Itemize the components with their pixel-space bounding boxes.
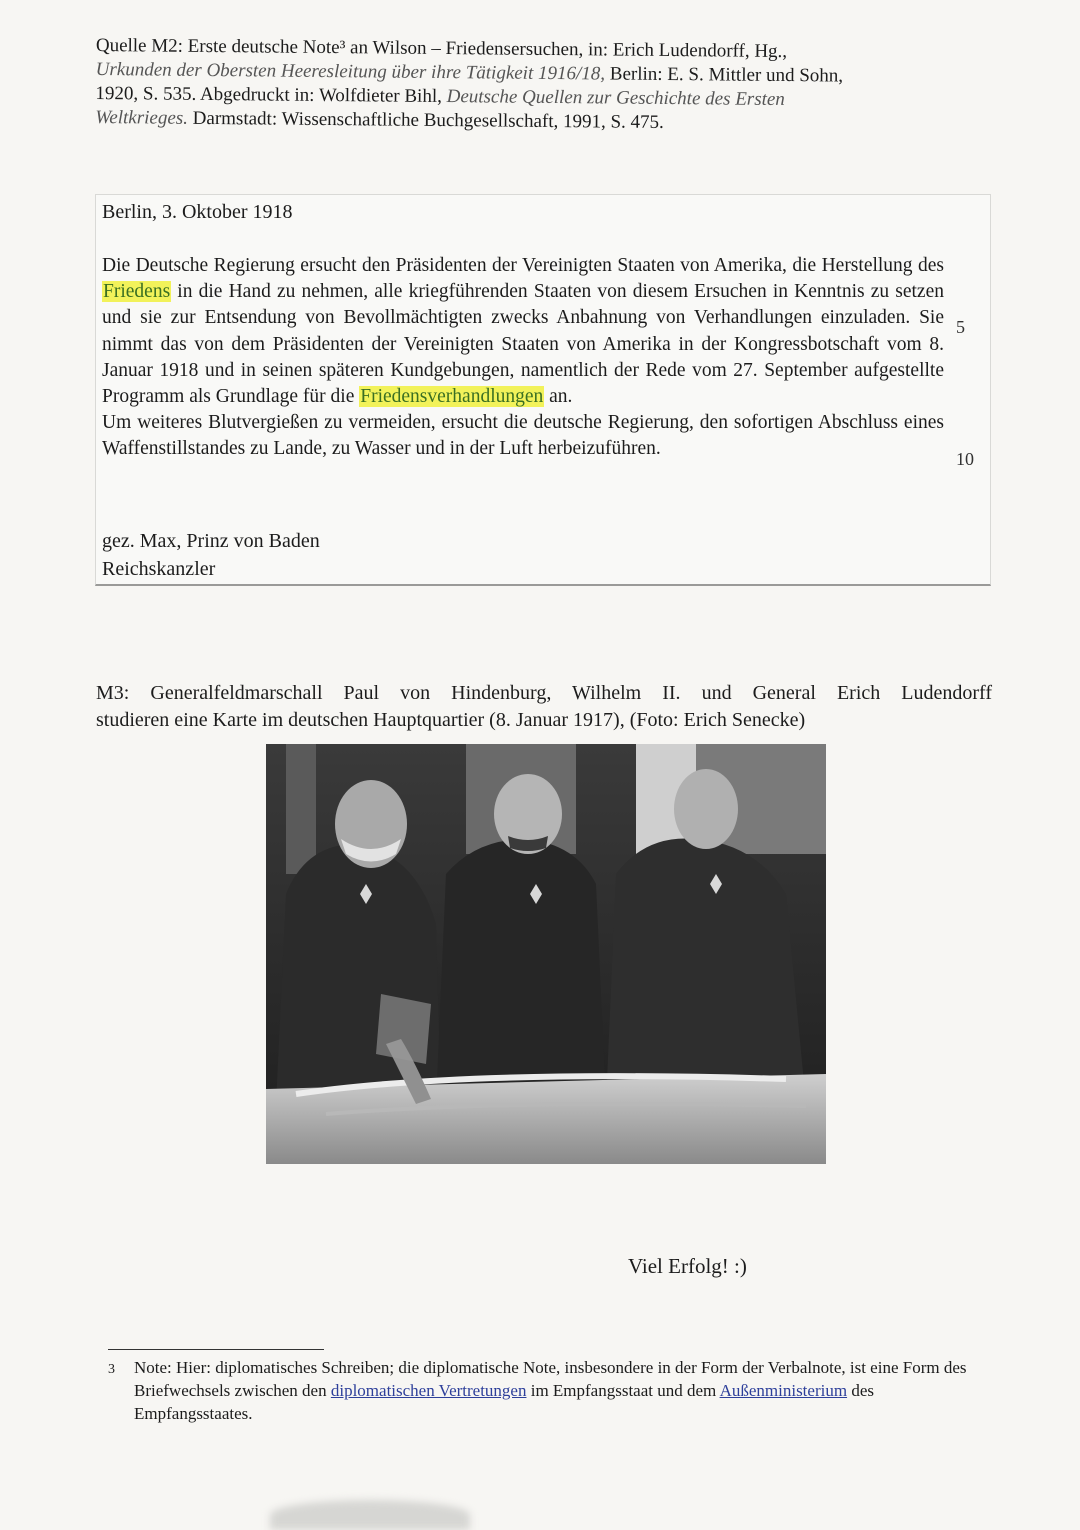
citation-publisher: Berlin: E. S. Mittler und Sohn, bbox=[604, 63, 844, 87]
footnote-text bbox=[134, 1356, 988, 1425]
letter-text: Die Deutsche Regierung ersucht den Präsidenten der Vereinigten Staaten von Amerika, die Herstellung des bbox=[102, 255, 944, 276]
footnote-text-part: im Empfangsstaat und dem bbox=[526, 1381, 720, 1400]
footnote-number: 3 bbox=[108, 1362, 115, 1377]
highlight-friedensverhandlungen: Friedensverhandlungen bbox=[360, 386, 544, 408]
footnote-separator bbox=[108, 1349, 324, 1350]
highlight-friedens: Friedens bbox=[103, 281, 171, 303]
line-number-10: 10 bbox=[956, 449, 974, 469]
link-diplomatische-vertretungen[interactable]: diplomatischen Vertretungen bbox=[330, 1381, 527, 1400]
scan-artifact bbox=[270, 1500, 470, 1530]
letter-text: in die Hand zu nehmen, alle kriegführenden Staaten von diesem Ersuchen in Kenntnis zu setzen und sie zur Entsendung von Bevollmächtigten zwecks Anbahnung von Verhandlungen einzuladen. Sie nimmt das von dem Präsidenten der Vereinigten Staaten von Amerika in der Kongressbotschaft vom 8. Januar 1918 und in seinen späteren Kundgebungen, namentlich der Rede vom 27. September aufgestellte Programm als Grundlage für die bbox=[102, 281, 944, 408]
caption-line-1: M3: Generalfeldmarschall Paul von Hindenburg, Wilhelm II. und General Erich Ludendorff bbox=[96, 682, 992, 704]
citation-title-2: Deutsche Quellen zur Geschichte des Ersten bbox=[446, 86, 785, 111]
line-number-5: 5 bbox=[956, 317, 965, 337]
citation-publisher-2: Darmstadt: Wissenschaftliche Buchgesellschaft, 1991, S. 475. bbox=[187, 107, 664, 133]
footnote-text-part: Note: Hier: diplomatisches Schreiben; die diplomatische Note, insbesondere in der Form der Verbalnote, ist eine Form des Briefwechsels zwischen den bbox=[134, 1358, 967, 1400]
letter-date: Berlin, 3. Oktober 1918 bbox=[102, 201, 293, 223]
citation-title-1: Urkunden der Obersten Heeresleitung über ihre Tätigkeit 1916/18, bbox=[95, 58, 606, 85]
letter-paragraph-1 bbox=[102, 253, 944, 410]
letter-paragraph-2: Um weiteres Blutvergießen zu vermeiden, ersucht die deutsche Regierung, den sofortigen Abschluss eines Waffenstillstandes zu Lande, zu Wasser und in der Luft herbeizuführen. bbox=[102, 412, 944, 460]
signature-name: gez. Max, Prinz von Baden bbox=[102, 530, 320, 552]
link-aussenministerium[interactable]: Außenministerium bbox=[719, 1381, 848, 1400]
citation-reprint: 1920, S. 535. Abgedruckt in: Wolfdieter Bihl, bbox=[95, 82, 447, 108]
footnote bbox=[108, 1356, 988, 1425]
letter-box bbox=[95, 194, 991, 586]
closing-message: Viel Erfolg! :) bbox=[628, 1254, 747, 1278]
photo-caption bbox=[96, 680, 992, 734]
source-citation bbox=[95, 34, 996, 138]
historical-photo bbox=[266, 744, 826, 1164]
signature-title: Reichskanzler bbox=[102, 558, 216, 580]
letter-text: an. bbox=[544, 386, 573, 408]
signature bbox=[102, 527, 320, 583]
footnote-text-part: des Empfangsstaates. bbox=[134, 1381, 874, 1423]
caption-line-2: studieren eine Karte im deutschen Hauptquartier (8. Januar 1917), (Foto: Erich Senecke) bbox=[96, 709, 806, 731]
citation-line-1: Quelle M2: Erste deutsche Note³ an Wilson – Friedensersuchen, in: Erich Ludendorff, Hg., bbox=[95, 34, 788, 63]
letter-body bbox=[102, 253, 944, 463]
photo-illustration bbox=[266, 744, 826, 1164]
citation-title-2-end: Weltkrieges. bbox=[95, 106, 189, 129]
